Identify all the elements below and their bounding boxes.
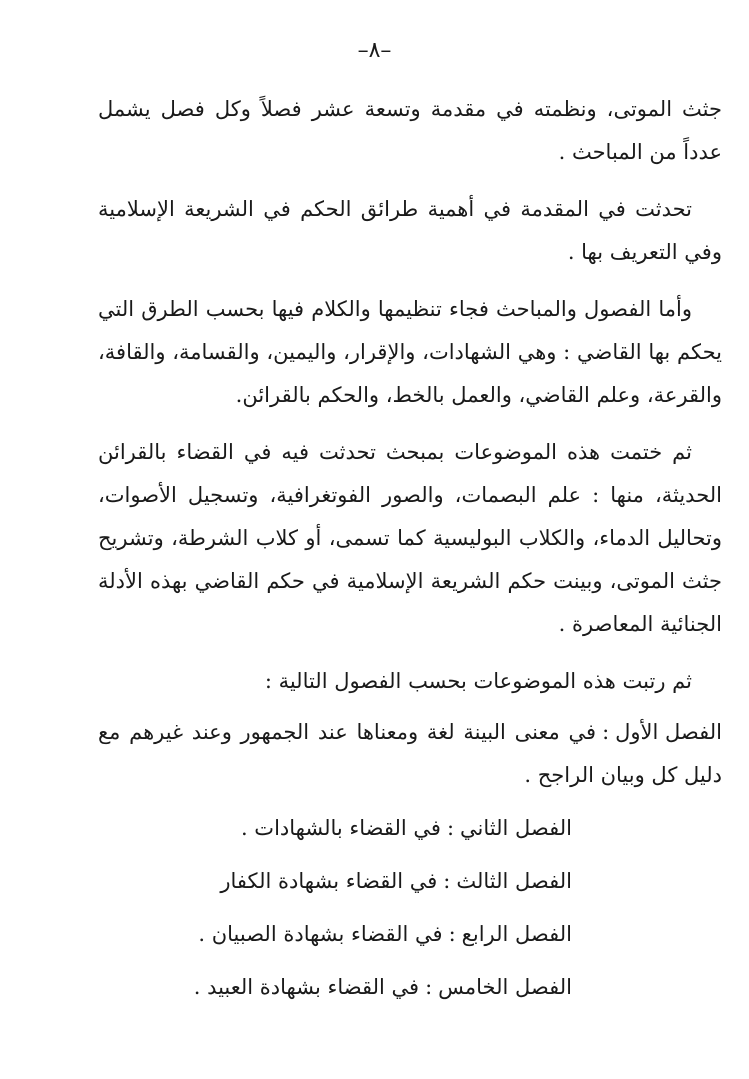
- chapter-colon: :: [448, 922, 456, 946]
- body-text: [98, 88, 722, 1019]
- chapter-label: الفصل الأول: [615, 720, 722, 744]
- paragraph-modern-evidence: ثم ختمت هذه الموضوعات بمبحث تحدثت فيه في القضاء بالقرائن الحديثة، منها : علم البصمات، والصور الفوتغرافية، وتسجيل الأصوات، وتحاليل الدماء، والكلاب البوليسية كما تسمى، أو كلاب الشرطة، وتشريح جثث الموتى، وبينت حكم الشريعة الإسلامية في حكم القاضي بهذه الأدلة الجنائية المعاصرة .: [98, 440, 723, 636]
- chapter-description: في القضاء بشهادة الكفار: [220, 869, 438, 893]
- page-number: –٨–: [357, 38, 392, 63]
- paragraph-continuation: جثث الموتى، ونظمته في مقدمة وتسعة عشر فصلاً وكل فصل يشمل عدداً من المباحث .: [98, 97, 722, 164]
- paragraph-chapters-methods: وأما الفصول والمباحث فجاء تنظيمها والكلام فيها بحسب الطرق التي يحكم بها القاضي : وهي الشهادات، والإقرار، واليمين، والقسامة، والقافة، والقرعة، وعلم القاضي، والعمل بالخط، والحكم بالقرائن.: [98, 297, 722, 407]
- chapter-colon: :: [425, 975, 433, 999]
- chapter-entry-1: [98, 711, 722, 797]
- chapter-description: في القضاء بشهادة الصبيان .: [198, 922, 443, 946]
- chapter-entry-3: [98, 860, 722, 903]
- chapter-label: الفصل الخامس: [438, 975, 572, 999]
- chapter-entry-5: [98, 966, 722, 1009]
- chapter-colon: :: [443, 869, 451, 893]
- paragraph-introduction: تحدثت في المقدمة في أهمية طرائق الحكم في الشريعة الإسلامية وفي التعريف بها .: [98, 197, 722, 264]
- paragraph-chapter-order: ثم رتبت هذه الموضوعات بحسب الفصول التالية :: [264, 669, 692, 693]
- chapter-colon: :: [602, 720, 610, 744]
- chapter-entry-2: [98, 807, 722, 850]
- chapter-description: في معنى البينة لغة ومعناها عند الجمهور وعند غيرهم مع دليل كل وبيان الراجح .: [98, 720, 722, 787]
- chapter-colon: :: [446, 816, 455, 840]
- chapter-label: الفصل الرابع: [461, 922, 572, 946]
- chapter-entry-4: [98, 913, 722, 956]
- chapter-label: الفصل الثالث: [456, 869, 572, 893]
- chapter-description: في القضاء بشهادة العبيد .: [193, 975, 420, 999]
- chapter-description: في القضاء بالشهادات .: [240, 816, 441, 840]
- chapter-label: الفصل الثاني: [460, 816, 572, 840]
